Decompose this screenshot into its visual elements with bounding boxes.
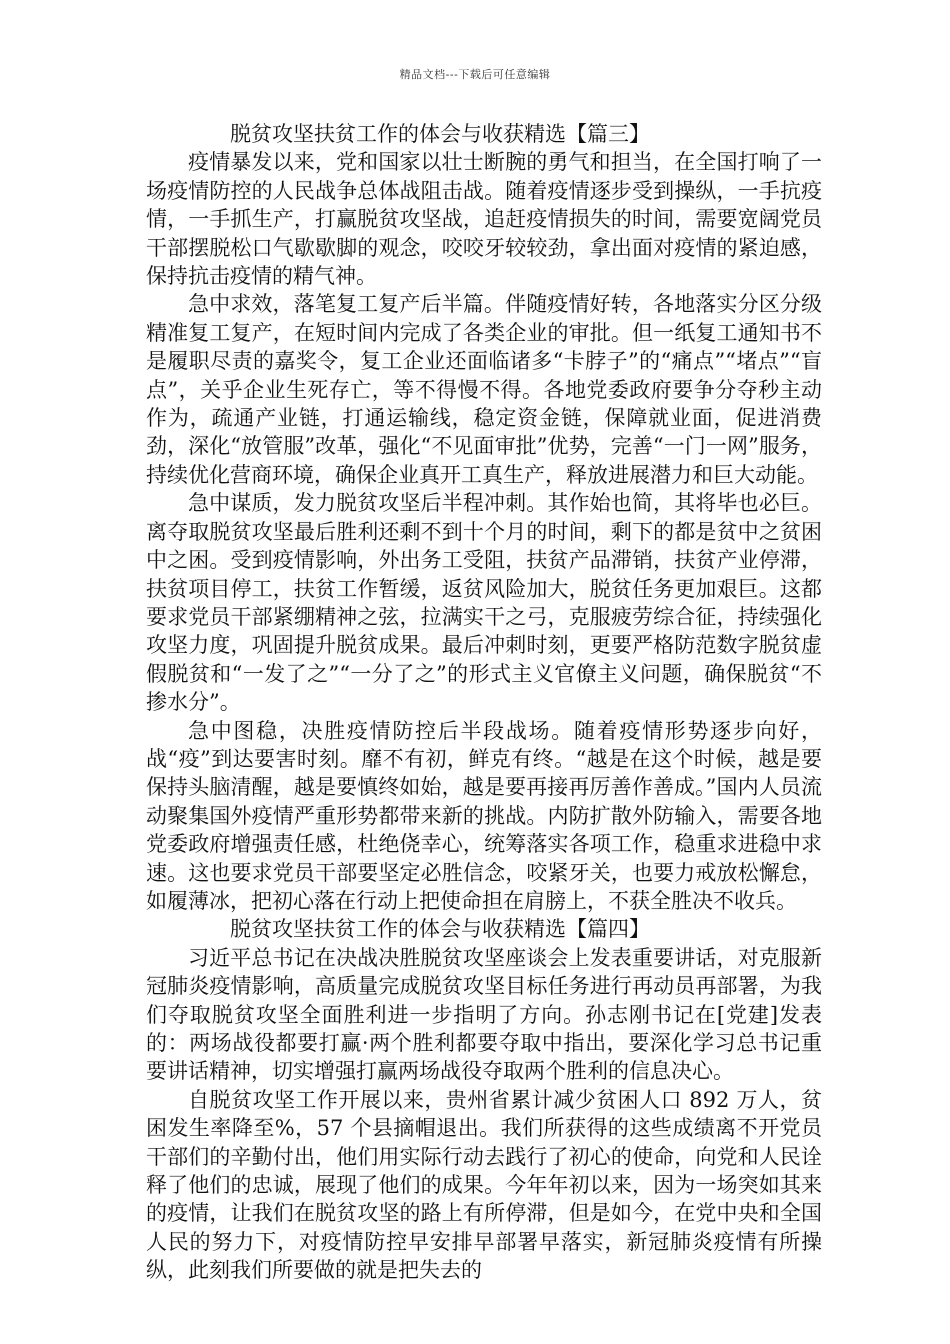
page-header: 精品文档---下载后可任意编辑 xyxy=(399,68,551,81)
document-body xyxy=(146,120,822,1285)
paragraph: 急中求效，落笔复工复产后半篇。伴随疫情好转，各地落实分区分级精准复工复产，在短时间内完成了各类企业的审批。但一纸复工通知书不是履职尽责的嘉奖令，复工企业还面临诸多“卡脖子”的“痛点”“堵点”“盲点”，关乎企业生死存亡，等不得慢不得。各地党委政府要争分夺秒主动作为，疏通产业链，打通运输线，稳定资金链，保障就业面，促进消费劲，深化“放管服”改革，强化“不见面审批”优势，完善“一门一网”服务，持续优化营商环境，确保企业真开工真生产，释放进展潜力和巨大动能。 xyxy=(146,292,822,487)
section-title: 脱贫攻坚扶贫工作的体会与收获精选【篇三】 xyxy=(230,122,650,146)
section-title: 脱贫攻坚扶贫工作的体会与收获精选【篇四】 xyxy=(230,917,650,942)
paragraph: 急中谋质，发力脱贫攻坚后半程冲刺。其作始也简，其将毕也必巨。离夺取脱贫攻坚最后胜利还剩不到十个月的时间，剩下的都是贫中之贫困中之困。受到疫情影响，外出务工受阻，扶贫产品滞销，扶贫产业停滞，扶贫项目停工，扶贫工作暂缓，返贫风险加大，脱贫任务更加艰巨。这都要求党员干部紧绷精神之弦，拉满实干之弓，克服疲劳综合征，持续强化攻坚力度，巩固提升脱贫成果。最后冲刺时刻，更要严格防范数字脱贫虚假脱贫和“一发了之”“一分了之”的形式主义官僚主义问题，确保脱贫“不掺水分”。 xyxy=(146,491,822,715)
paragraph: 自脱贫攻坚工作开展以来，贵州省累计减少贫困人口 892 万人，贫困发生率降至%，57 个县摘帽退出。我们所获得的这些成绩离不开党员干部们的辛勤付出，他们用实际行动去践行了初心的使命，向党和人民诠释了他们的忠诚，展现了他们的成果。今年年初以来，因为一场突如其来的疫情，让我们在脱贫攻坚的路上有所停滞，但是如今，在党中央和全国人民的努力下，对疫情防控早安排早部署早落实，新冠肺炎疫情有所操纵，此刻我们所要做的就是把失去的 xyxy=(146,1087,822,1283)
paragraph: 疫情暴发以来，党和国家以壮士断腕的勇气和担当，在全国打响了一场疫情防控的人民战争总体战阻击战。随着疫情逐步受到操纵，一手抗疫情，一手抓生产，打赢脱贫攻坚战，追赶疫情损失的时间，需要宽阔党员干部摆脱松口气歇歇脚的观念，咬咬牙较较劲，拿出面对疫情的紧迫感，保持抗击疫情的精气神。 xyxy=(146,150,822,289)
paragraph: 急中图稳，决胜疫情防控后半段战场。随着疫情形势逐步向好，战“疫”到达要害时刻。靡不有初，鲜克有终。“越是在这个时候，越是要保持头脑清醒，越是要慎终如始，越是要再接再厉善作善成。”国内人员流动聚集国外疫情严重形势都带来新的挑战。内防扩散外防输入，需要各地党委政府增强责任感，杜绝侥幸心，统筹落实各项工作，稳重求进稳中求速。这也要求党员干部要坚定必胜信念，咬紧牙关，也要力戒放松懈怠，如履薄冰，把初心落在行动上把使命担在肩膀上，不获全胜决不收兵。 xyxy=(146,718,822,913)
paragraph: 习近平总书记在决战决胜脱贫攻坚座谈会上发表重要讲话，对克服新冠肺炎疫情影响，高质量完成脱贫攻坚目标任务进行再动员再部署，为我们夺取脱贫攻坚全面胜利进一步指明了方向。孙志刚书记在[党建]发表的：两场战役都要打赢·两个胜利都要夺取中指出，要深化学习总书记重要讲话精神，切实增强打赢两场战役夺取两个胜利的信息决心。 xyxy=(146,945,822,1084)
